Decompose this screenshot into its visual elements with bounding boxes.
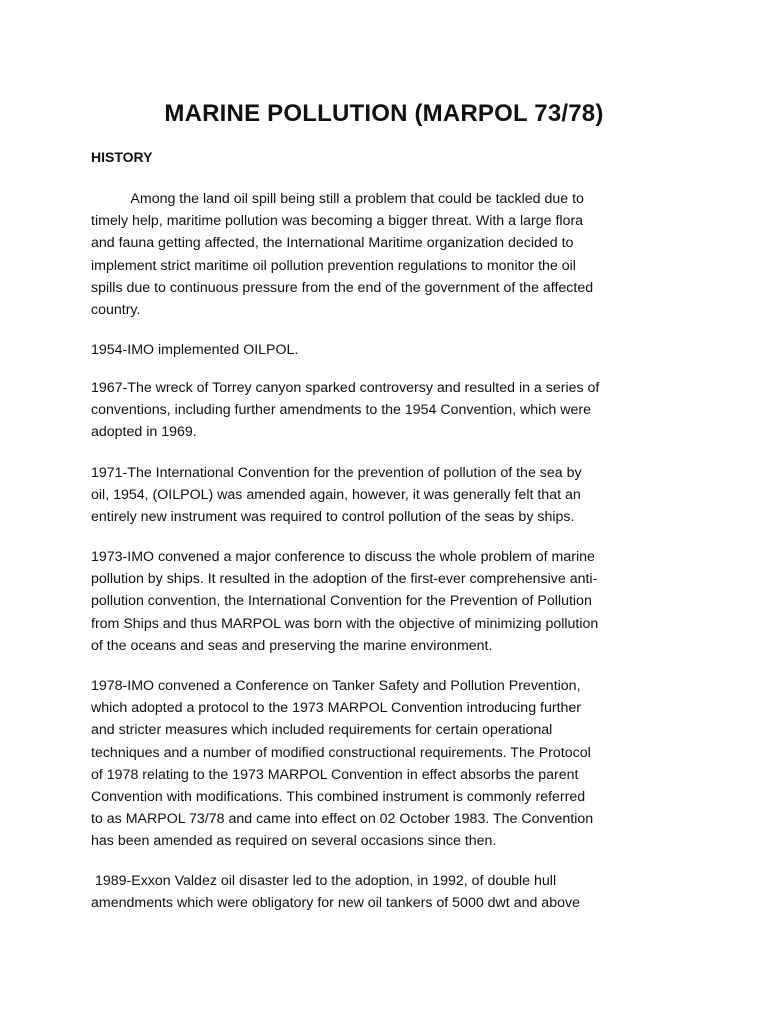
paragraph-1967: 1967-The wreck of Torrey canyon sparked controversy and resulted in a series of conventions, including further amendments to the 1954 Convention, which were adopted in 1969. [91,380,600,441]
paragraph-1971: 1971-The International Convention for the prevention of pollution of the sea by oil, 1954, (OILPOL) was amended again, however, it was generally felt that an entirely new instrument was required to control pollution of the seas by ships. [91,465,582,526]
paragraph-1989: 1989-Exxon Valdez oil disaster led to the adoption, in 1992, of double hull amendments which were obligatory for new oil tankers of 5000 dwt and above [91,873,580,912]
paragraph-1973: 1973-IMO convened a major conference to discuss the whole problem of marine pollution by ships. It resulted in the adoption of the first-ever comprehensive anti- pollution convention, the International Convention for the Prevention of Pollution from Ships and thus MARPOL was born with the objective of minimizing pollution of the oceans and seas and preserving the marine environment. [91,549,599,654]
paragraph-1978: 1978-IMO convened a Conference on Tanker Safety and Pollution Prevention, which adopted a protocol to the 1973 MARPOL Convention introducing further and stricter measures which included requirements for certain operational techniques and a number of modified constructional requirements. The Protocol of 1978 relating to the 1973 MARPOL Convention in effect absorbs the parent Convention with modifications. This combined instrument is commonly referred to as MARPOL 73/78 and came into effect on 02 October 1983. The Convention has been amended as required on several occasions since then. [91,678,594,850]
section-heading-history: HISTORY [91,149,153,165]
paragraph-1954: 1954-IMO implemented OILPOL. [91,342,299,358]
paragraph-intro: Among the land oil spill being still a problem that could be tackled due to timely help, maritime pollution was becoming a bigger threat. With a large flora and fauna getting affected, the International Maritime organization decided to implement strict maritime oil pollution prevention regulations to monitor the oil spills due to continuous pressure from the end of the government of the affected country. [91,191,594,319]
document-title: MARINE POLLUTION (MARPOL 73/78) [164,100,604,127]
